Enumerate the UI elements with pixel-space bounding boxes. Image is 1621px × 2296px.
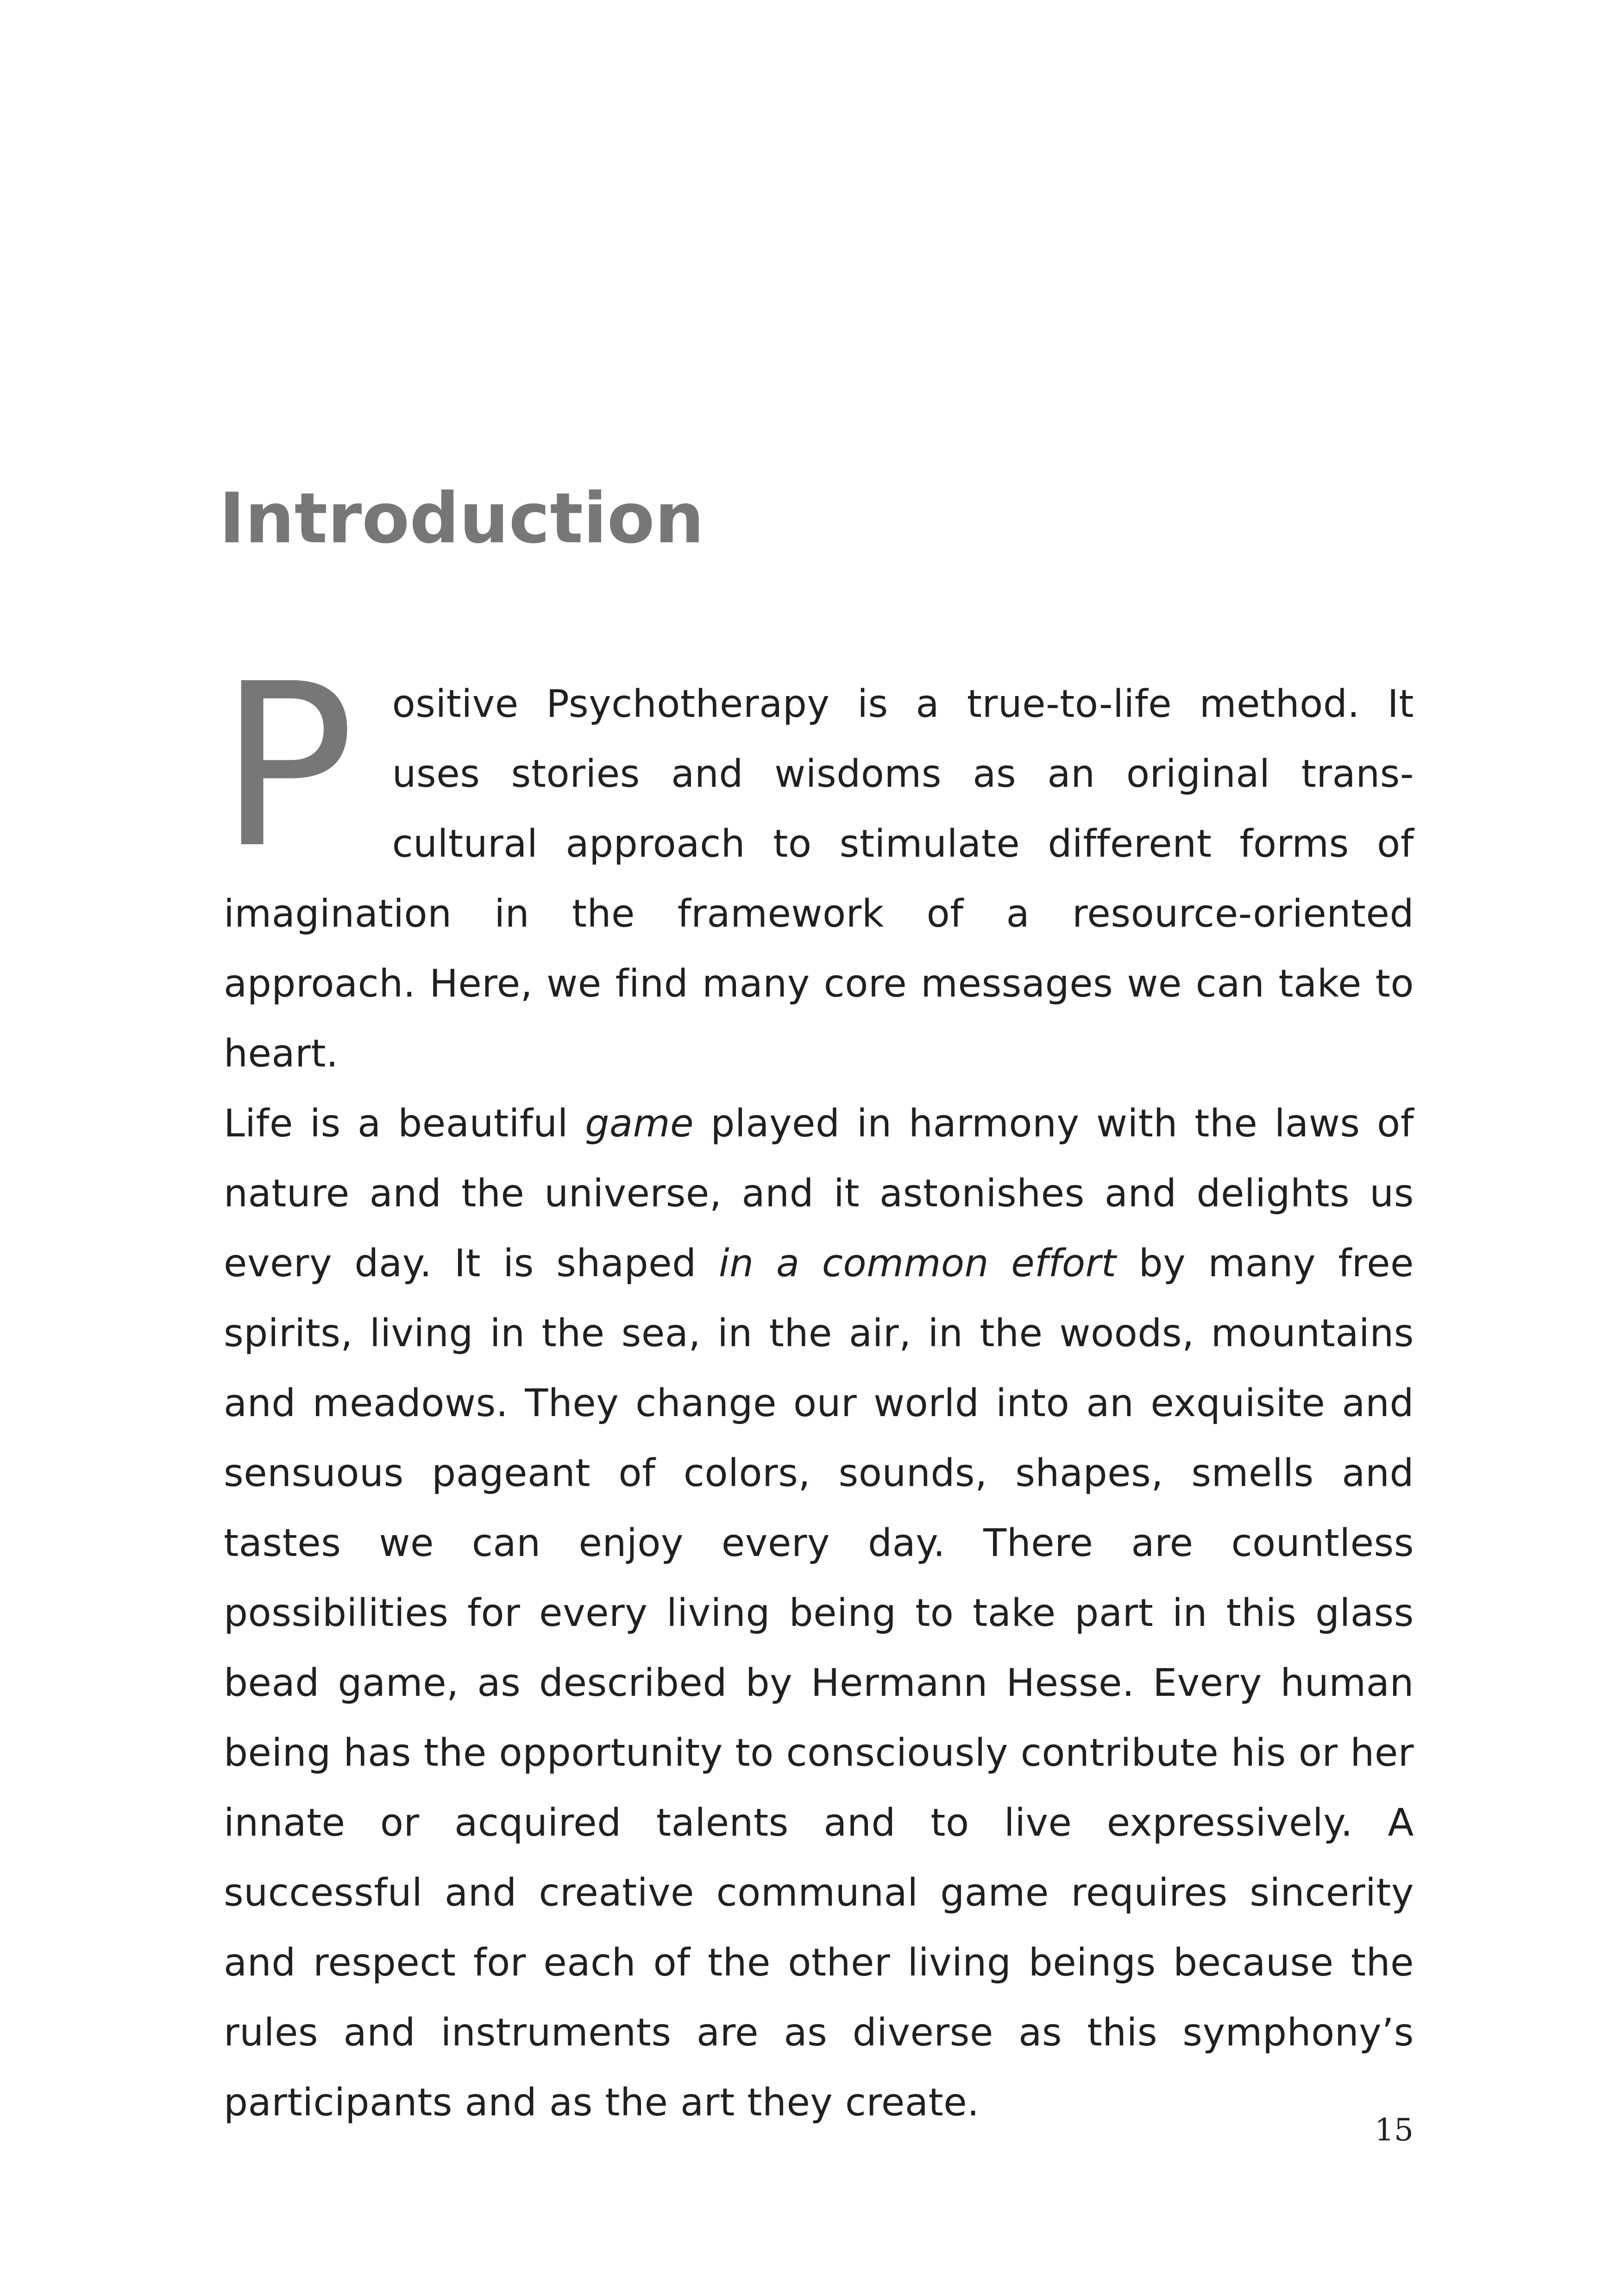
chapter-body: [219, 635, 1414, 2138]
page-number: 15: [1375, 2112, 1414, 2148]
drop-cap-letter: P: [219, 635, 355, 897]
second-paragraph-text-2: played in harmony with the laws of nature and the universe, and it astonishes and delights us every day. It is shaped: [224, 1102, 1414, 1286]
chapter-title: Introduction: [219, 478, 704, 559]
opening-paragraph-text: ositive Psychotherapy is a true-to-life method. It uses stories and wisdoms as an original trans-cultural approach to stimulate different forms of imagination in the framework of a resource-oriented approach. Here, we find many core messages we can take to heart.: [224, 682, 1414, 1076]
opening-paragraph: [219, 635, 1414, 1089]
emphasis-game: game: [585, 1102, 694, 1146]
emphasis-common-effort: in a common effort: [718, 1242, 1117, 1286]
second-paragraph: [224, 1089, 1414, 2138]
second-paragraph-text-3: by many free spirits, living in the sea, in the air, in the woods, mountains and meadows. They change our world into an exquisite and sensuous pageant of colors, sounds, shapes, smells and tastes we can enjoy every day. There are countless possibilities for every living being to take part in this glass bead game, as described by Hermann Hesse. Every human being has the opportunity to consciously contribute his or her innate or acquired talents and to live expressively. A successful and creative communal game requires sincerity and respect for each of the other living beings because the rules and instruments are as diverse as this symphony’s participants and as the art they create.: [224, 1242, 1414, 2125]
second-paragraph-text-1: Life is a beautiful: [224, 1102, 585, 1146]
